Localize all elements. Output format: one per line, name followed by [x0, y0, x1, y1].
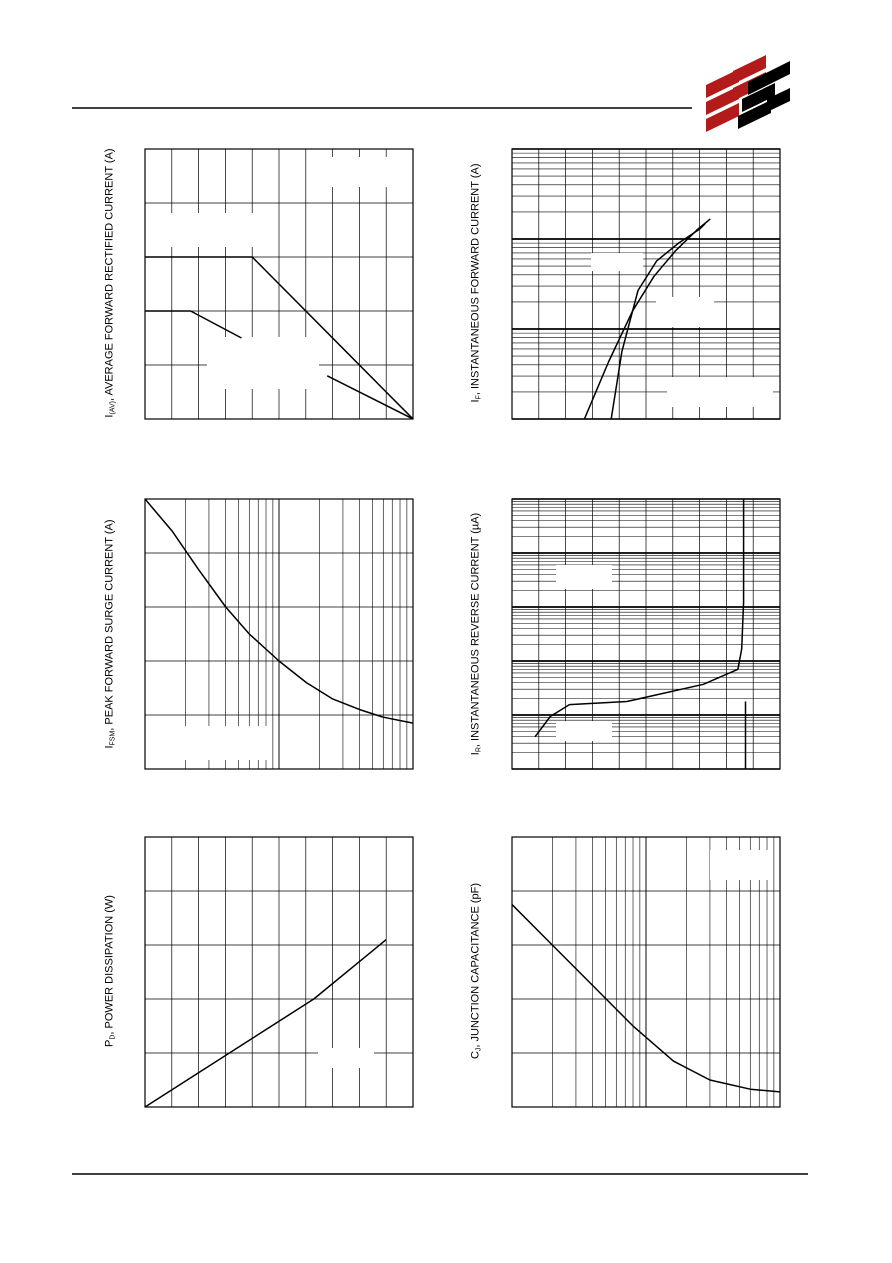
ylabel-power: $P_D$, POWER DISSIPATION (W) [103, 895, 117, 1047]
legend-box [556, 721, 612, 741]
chart-surge-current [145, 499, 413, 769]
chart-fwd-current [512, 149, 780, 419]
legend-box [160, 726, 268, 760]
legend-box [710, 850, 772, 880]
ylabel-avg-current: $I_{(AV)}$, AVERAGE FORWARD RECTIFIED CURRENT (A) [103, 148, 117, 418]
legend-box [207, 337, 319, 389]
ylabel-rev-current: $I_R$, INSTANTANEOUS REVERSE CURRENT (µA) [469, 512, 483, 756]
ylabel-surge-current: $I_{FSM}$, PEAK FORWARD SURGE CURRENT (A) [103, 519, 117, 749]
legend-box [656, 297, 714, 327]
legend-box [170, 213, 255, 247]
chart-avg-current [145, 149, 413, 419]
ylabel-capacitance: $C_J$, JUNCTION CAPACITANCE (pF) [469, 882, 483, 1060]
legend-box [667, 377, 773, 407]
legend-box [556, 565, 612, 589]
ylabel-fwd-current: $I_F$, INSTANTANEOUS FORWARD CURRENT (A) [469, 163, 483, 403]
chart-power [145, 837, 413, 1107]
legend-box [322, 157, 404, 187]
legend-box [318, 1048, 374, 1068]
chart-rev-current [512, 499, 780, 887]
legend-box [591, 253, 643, 271]
chart-capacitance [512, 837, 780, 1107]
